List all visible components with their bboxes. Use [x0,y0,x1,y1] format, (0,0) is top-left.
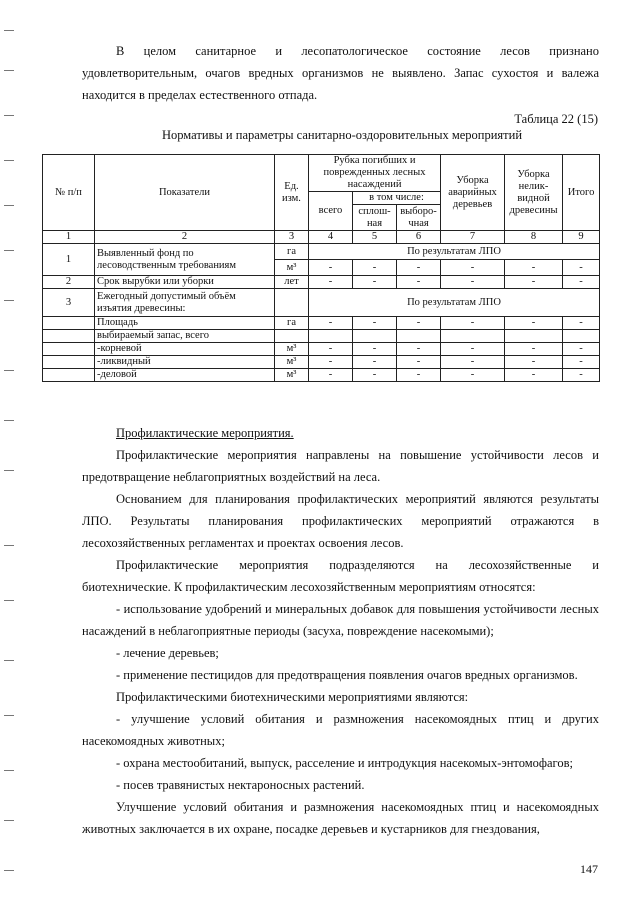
table-cell: - [397,317,441,330]
table-cell: - [441,356,505,369]
list-item: - использование удобрений и минеральных добавок для повышения устойчивости лесных насаждений в неблагоприятные периоды (засуха, повреждение насекомыми); [82,602,599,638]
col-number: 1 [43,231,95,244]
row-num [43,356,95,369]
table-cell: - [309,356,353,369]
table-cell [441,330,505,343]
table-cell: - [563,356,600,369]
table-cell: - [353,276,397,289]
row-unit: м³ [275,343,309,356]
list-item: - посев травянистых нектароносных растений. [116,778,365,792]
table-cell: - [397,260,441,276]
table-cell: - [441,260,505,276]
table-cell: - [441,343,505,356]
table-cell: - [563,343,600,356]
header-felling: Рубка погибших и поврежденных лесных насаждений [309,155,441,192]
table-cell [309,330,353,343]
margin-mark [4,205,14,206]
table-cell: - [353,343,397,356]
margin-mark [4,870,14,871]
table-cell [563,330,600,343]
col-number: 3 [275,231,309,244]
row-label: выбираемый запас, всего [95,330,275,343]
table-cell: - [441,276,505,289]
margin-mark [4,70,14,71]
col-number: 4 [309,231,353,244]
norms-table [42,154,600,382]
merged-cell: По результатам ЛПО [309,244,600,260]
row-unit: м³ [275,260,309,276]
row-label: -деловой [95,369,275,382]
table-cell: - [309,317,353,330]
margin-mark [4,160,14,161]
row-unit: лет [275,276,309,289]
header-selective: выборо-чная [397,205,441,231]
header-solid: сплош-ная [353,205,397,231]
table-number: Таблица 22 (15) [514,112,598,126]
table-cell [505,330,563,343]
margin-mark [4,300,14,301]
table-cell: - [397,343,441,356]
table-cell: - [505,369,563,382]
table-cell: - [563,260,600,276]
margin-mark [4,600,14,601]
table-cell: - [309,260,353,276]
table-cell: - [353,369,397,382]
row-unit: м³ [275,356,309,369]
margin-mark [4,820,14,821]
table-cell: - [397,356,441,369]
row-num [43,330,95,343]
margin-mark [4,115,14,116]
table-cell [397,330,441,343]
table-cell: - [563,369,600,382]
table-cell: - [505,276,563,289]
list-item: - охрана местообитаний, выпуск, расселение и интродукция насекомых-энтомофагов; [116,756,573,770]
margin-mark [4,250,14,251]
row-unit: м³ [275,369,309,382]
col-number: 5 [353,231,397,244]
row-label: Ежегодный допустимый объём изъятия древесины: [95,289,275,317]
row-label: -корневой [95,343,275,356]
row-unit: га [275,317,309,330]
header-indicators: Показатели [95,155,275,231]
margin-mark [4,420,14,421]
margin-mark [4,370,14,371]
margin-mark [4,470,14,471]
table-cell: - [309,369,353,382]
col-number: 2 [95,231,275,244]
row-unit [275,330,309,343]
table-cell: - [397,369,441,382]
header-all: всего [309,192,353,231]
col-number: 7 [441,231,505,244]
body-paragraph: Профилактические мероприятия подразделяются на лесохозяйственные и биотехнические. К профилактическим лесохозяйственным мероприятиям относятся: [82,558,599,594]
row-label: Выявленный фонд по лесоводственным требованиям [95,244,275,276]
table-title: Нормативы и параметры санитарно-оздоровительных мероприятий [161,128,523,142]
table-cell: - [505,343,563,356]
header-illiquid: Уборка нелик-видной древесины [505,155,563,231]
table-cell [353,330,397,343]
body-paragraph: Профилактические мероприятия направлены на повышение устойчивости лесов и предотвращение неблагоприятных воздействий на леса. [82,448,599,484]
row-num: 2 [43,276,95,289]
row-num: 1 [43,244,95,276]
margin-mark [4,545,14,546]
table-cell: - [309,343,353,356]
header-including: в том числе: [353,192,441,205]
header-total: Итого [563,155,600,231]
section-heading: Профилактические мероприятия. [116,426,294,440]
row-label: Площадь [95,317,275,330]
table-cell: - [353,317,397,330]
row-unit: га [275,244,309,260]
page-number: 147 [580,862,598,876]
table-cell: - [505,260,563,276]
table-cell: - [353,260,397,276]
row-label: Срок вырубки или уборки [95,276,275,289]
row-label: -ликвидный [95,356,275,369]
list-item: - улучшение условий обитания и размножения насекомоядных птиц и других насекомоядных животных; [82,712,599,748]
table-cell: - [353,356,397,369]
body-paragraph: Улучшение условий обитания и размножения насекомоядных птиц и насекомоядных животных заключается в их охране, посадке деревьев и кустарников для гнездования, [82,800,599,836]
col-number: 9 [563,231,600,244]
list-item: - применение пестицидов для предотвращения появления очагов вредных организмов. [116,668,578,682]
table-cell: - [441,369,505,382]
table-cell: - [563,276,600,289]
header-unit: Ед. изм. [275,155,309,231]
table-cell: - [397,276,441,289]
body-paragraph: Основанием для планирования профилактических мероприятий являются результаты ЛПО. Результаты планирования профилактических мероприятий отражаются в лесохозяйственных регламентах и проектах освоения лесов. [82,492,599,550]
margin-mark [4,660,14,661]
table-cell: - [441,317,505,330]
table-cell: - [505,317,563,330]
header-num: № п/п [43,155,95,231]
header-emergency: Уборка аварийных деревьев [441,155,505,231]
table-cell: - [563,317,600,330]
table-cell: - [505,356,563,369]
col-number: 8 [505,231,563,244]
merged-cell: По результатам ЛПО [309,289,600,317]
row-unit [275,289,309,317]
body-paragraph: Профилактическими биотехническими мероприятиями являются: [116,690,469,704]
col-number: 6 [397,231,441,244]
margin-mark [4,715,14,716]
list-item: - лечение деревьев; [116,646,219,660]
row-num [43,343,95,356]
margin-mark [4,30,14,31]
row-num: 3 [43,289,95,317]
table-cell: - [309,276,353,289]
intro-paragraph: В целом санитарное и лесопатологическое состояние лесов признано удовлетворительным, очагов вредных организмов не выявлено. Запас сухостоя и валежа находится в пределах естественного отпада. [82,44,599,102]
row-num [43,317,95,330]
row-num [43,369,95,382]
margin-mark [4,770,14,771]
